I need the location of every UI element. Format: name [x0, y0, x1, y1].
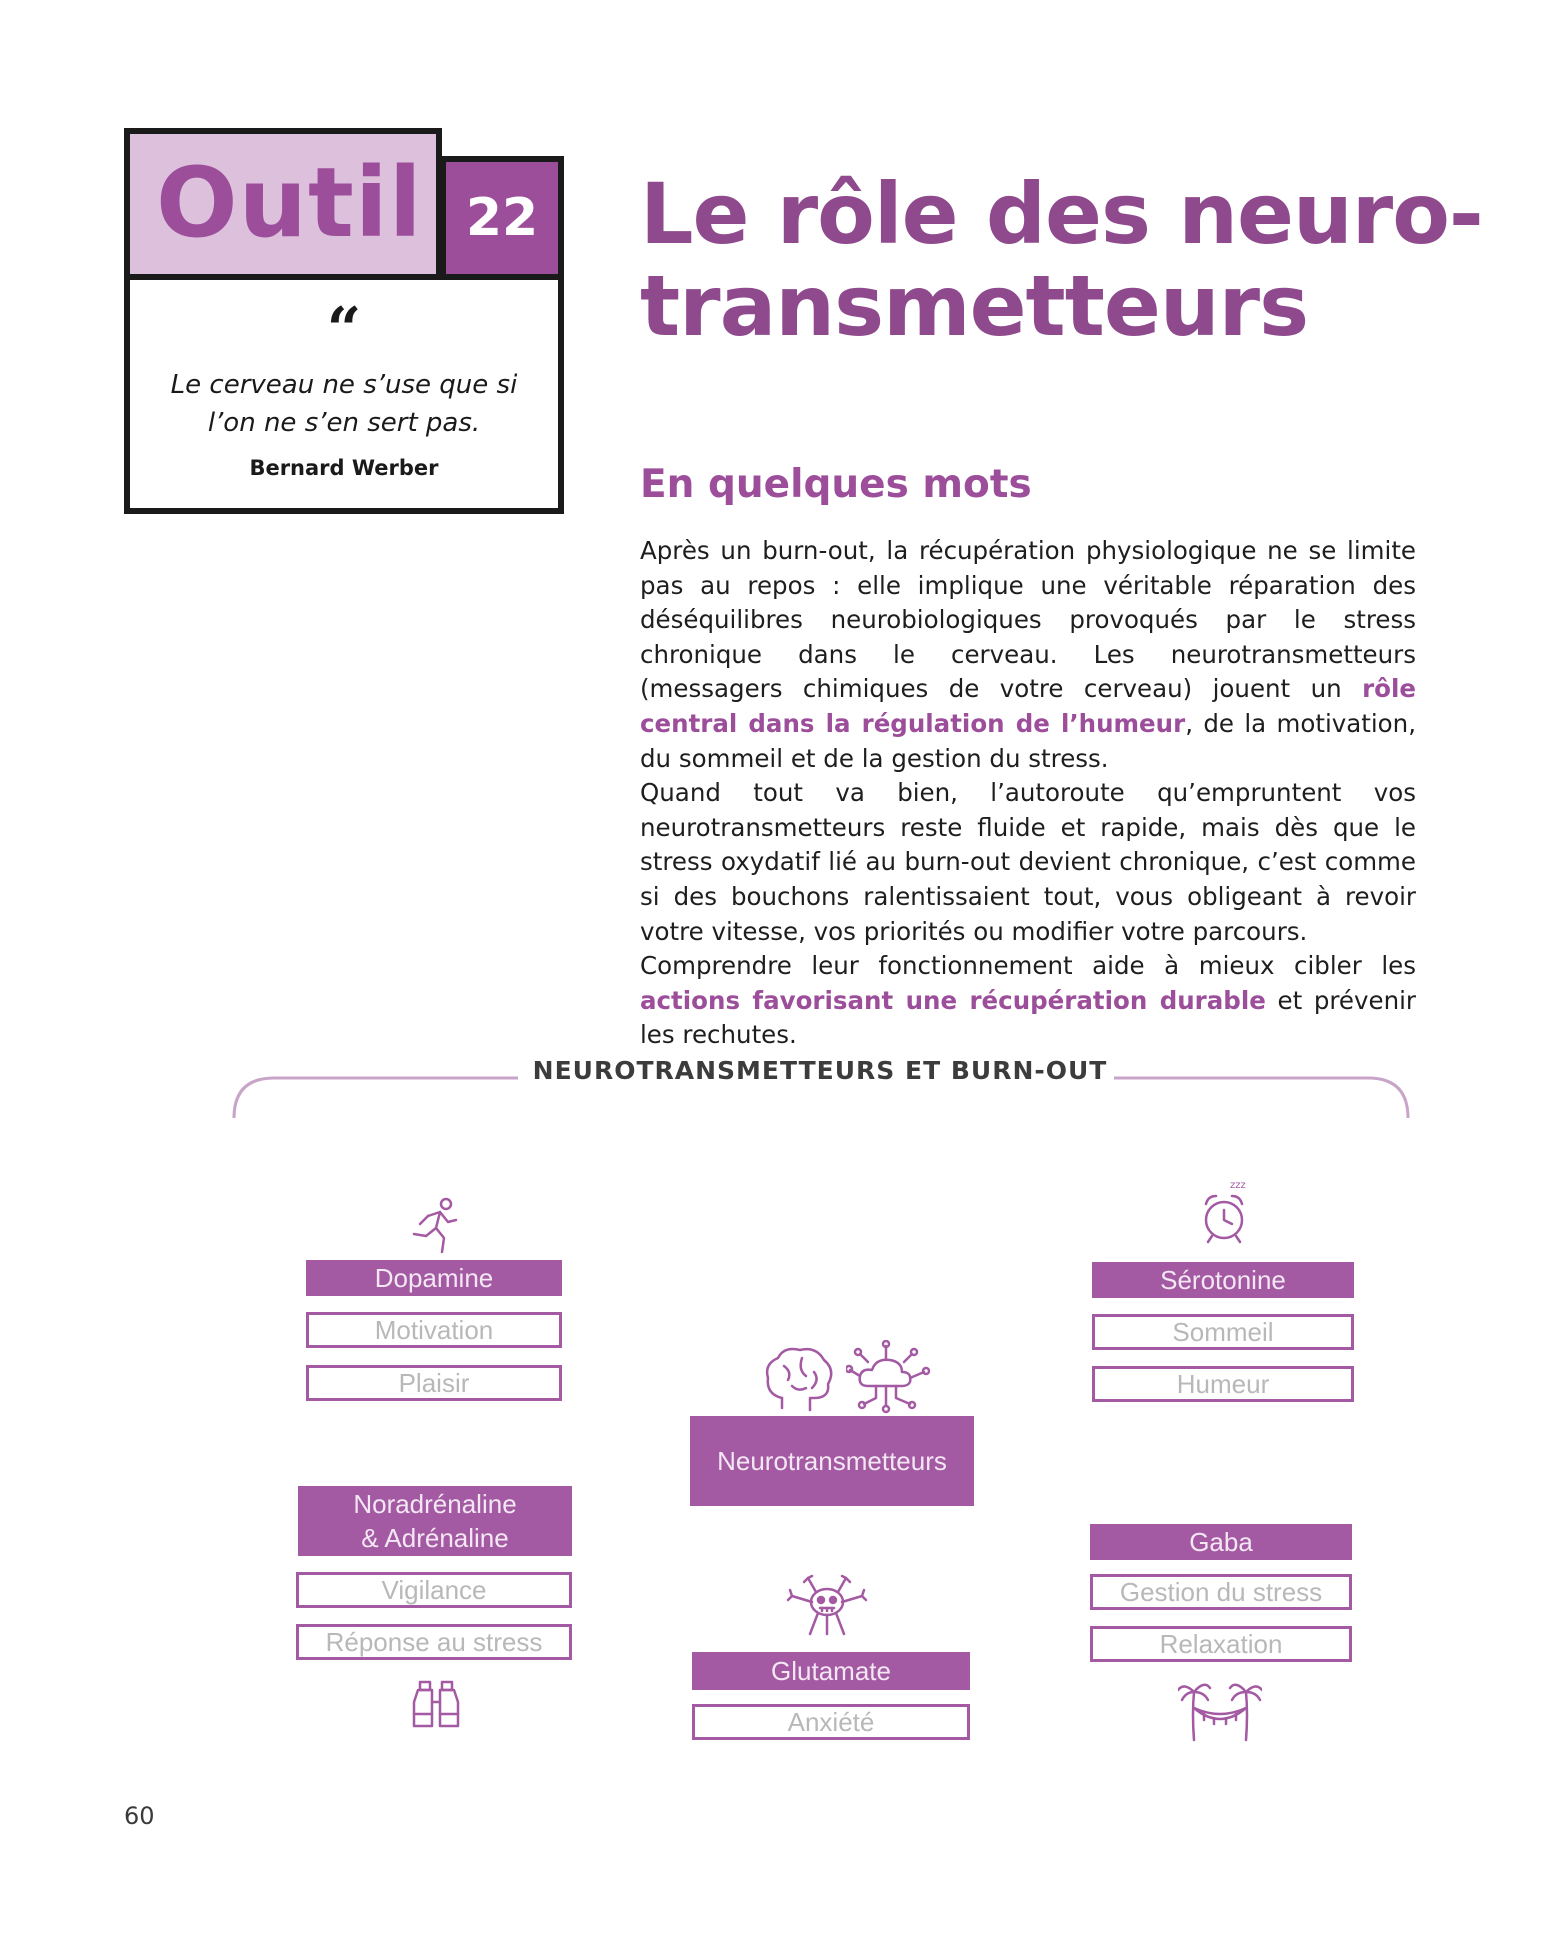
- serotonine-item-sommeil: Sommeil: [1092, 1314, 1354, 1350]
- body-p1-highlight: rôle central dans la régulation de l’humeur: [640, 674, 1416, 738]
- body-text: [640, 534, 1416, 1053]
- serotonine-label: Sérotonine: [1092, 1262, 1354, 1298]
- quote-author: Bernard Werber: [249, 456, 439, 480]
- dopamine-item-motivation: Motivation: [306, 1312, 562, 1348]
- body-p3-start: Comprendre leur fonctionnement aide à mieux cibler les: [640, 951, 1416, 981]
- section-heading: En quelques mots: [640, 462, 1032, 507]
- glutamate-item-anxiete: Anxiété: [692, 1704, 970, 1740]
- body-paragraph-1: [640, 534, 1416, 776]
- running-person-icon: [406, 1196, 462, 1256]
- diagram-title: NEUROTRANSMETTEURS ET BURN-OUT: [532, 1056, 1108, 1085]
- page-title: [640, 165, 1520, 355]
- noradrenaline-label-line-1: Noradrénaline: [353, 1489, 517, 1519]
- noradrenaline-item-vigilance: Vigilance: [296, 1572, 572, 1608]
- noradrenaline-label-line-2: & Adrénaline: [361, 1523, 509, 1553]
- svg-text:zzz: zzz: [1230, 1180, 1246, 1191]
- quote-mark-icon: “: [326, 295, 362, 365]
- dopamine-label: Dopamine: [306, 1260, 562, 1296]
- body-paragraph-3: [640, 949, 1416, 1053]
- body-p1-end: , de la motivation, du sommeil et de la gestion du stress.: [640, 708, 1416, 773]
- page-number: 60: [124, 1802, 155, 1830]
- gaba-item-relaxation: Relaxation: [1090, 1626, 1352, 1662]
- noradrenaline-item-reponse-stress: Réponse au stress: [296, 1624, 572, 1660]
- dopamine-item-plaisir: Plaisir: [306, 1365, 562, 1401]
- alarm-clock-icon: [1196, 1176, 1260, 1248]
- outil-number: 22: [465, 188, 539, 248]
- quote-line-1: Le cerveau ne s’use que si: [170, 370, 518, 400]
- quote-text: [124, 366, 564, 442]
- cloud-network-icon: [846, 1340, 930, 1414]
- body-p1-start: Après un burn-out, la récupération physiologique ne se limite pas au repos : elle implique une véritable réparation des déséquilibres neurobiologiques provoqués par le stress chronique dans le cerveau. Les neurotransmetteurs (messagers chimiques de votre cerveau) jouent un: [640, 536, 1416, 704]
- virus-icon: [786, 1572, 868, 1638]
- title-line-1: Le rôle des neuro-: [640, 165, 1483, 263]
- noradrenaline-label: [298, 1486, 572, 1556]
- glutamate-label: Glutamate: [692, 1652, 970, 1690]
- gaba-item-gestion-stress: Gestion du stress: [1090, 1574, 1352, 1610]
- serotonine-item-humeur: Humeur: [1092, 1366, 1354, 1402]
- quote-line-2: l’on ne s’en sert pas.: [207, 408, 481, 438]
- binoculars-icon: [408, 1680, 464, 1732]
- body-paragraph-2: Quand tout va bien, l’autoroute qu’empruntent vos neurotransmetteurs reste fluide et rapide, mais dès que le stress oxydatif lié au burn-out devient chronique, c’est comme si des bouchons ralentissaient tout, vous obligeant à revoir votre vitesse, vos priorités ou modifier votre parcours.: [640, 778, 1416, 946]
- title-line-2: transmetteurs: [640, 257, 1309, 355]
- outil-label: Outil: [156, 147, 423, 259]
- hammock-icon: [1178, 1674, 1262, 1742]
- center-neurotransmetteurs: Neurotransmetteurs: [690, 1416, 974, 1506]
- brain-icon: [762, 1342, 836, 1412]
- body-p3-end: et prévenir les rechutes.: [640, 985, 1416, 1050]
- body-p3-highlight: actions favorisant une récupération durable: [640, 985, 1266, 1015]
- gaba-label: Gaba: [1090, 1524, 1352, 1560]
